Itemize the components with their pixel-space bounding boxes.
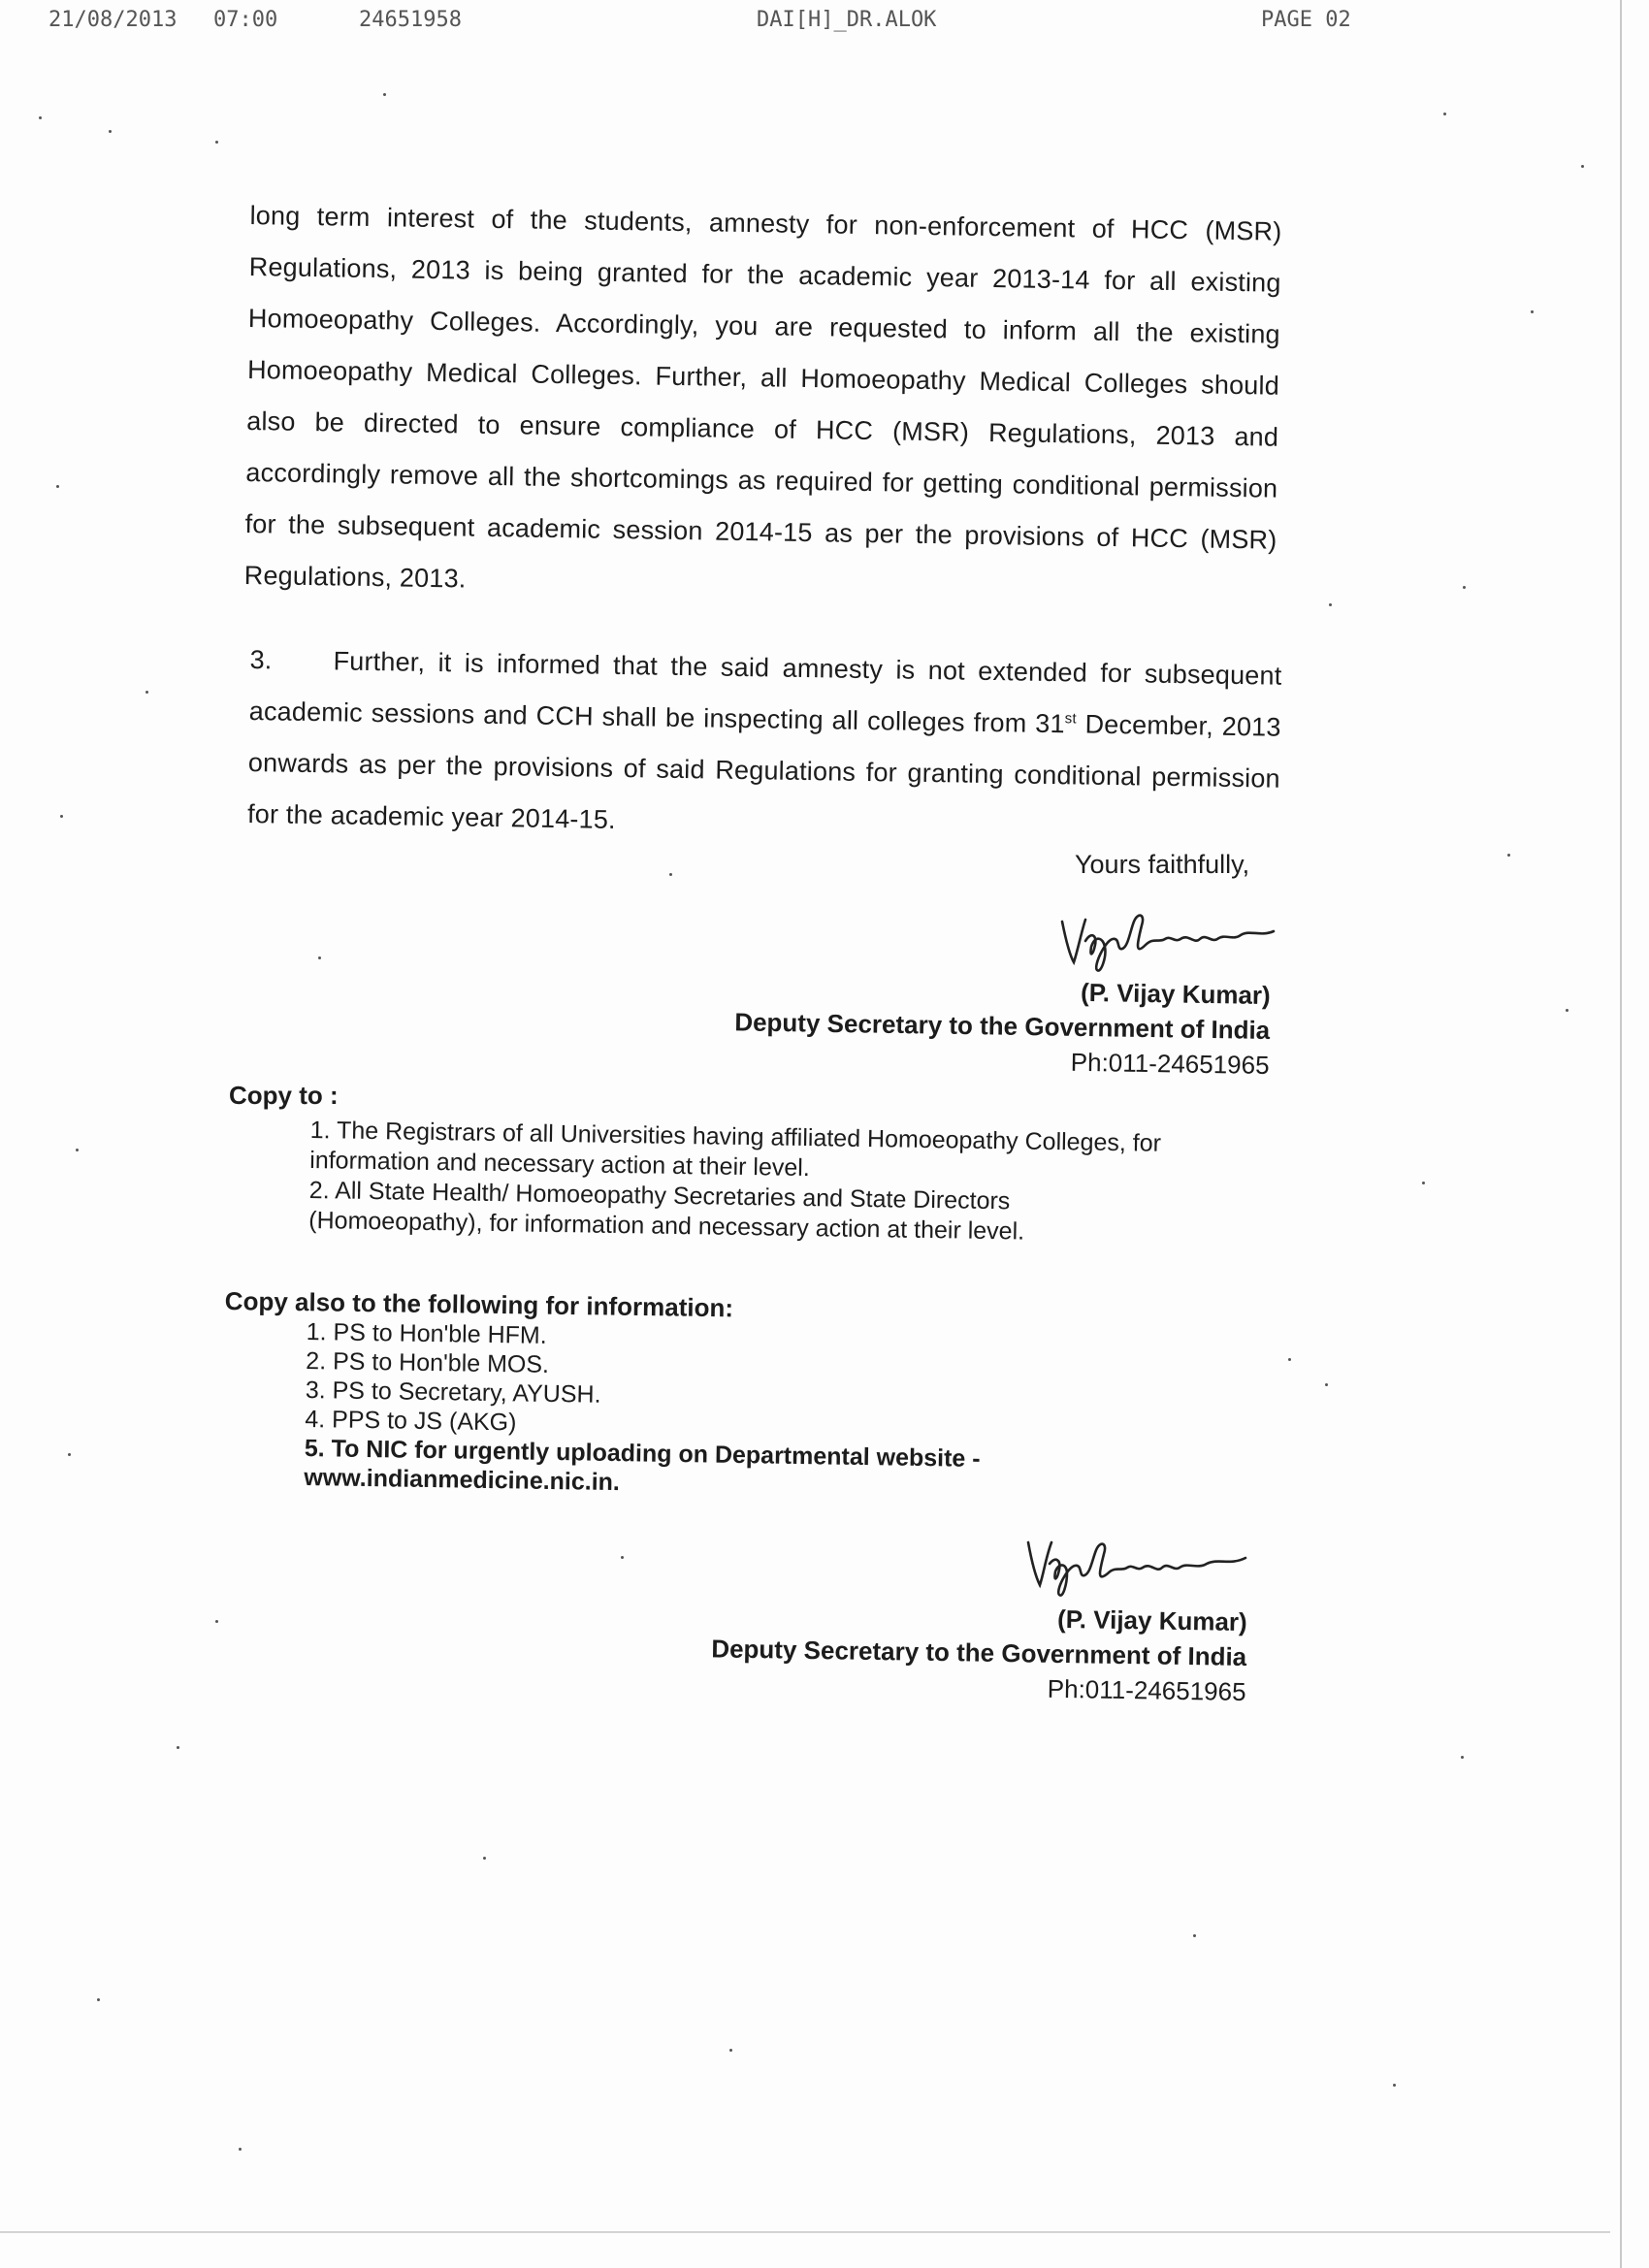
scan-speck (97, 1998, 100, 2001)
signatory-phone: Ph:011-24651965 (1047, 1673, 1246, 1706)
scan-speck (1531, 310, 1534, 313)
scan-speck (669, 873, 672, 876)
scan-speck (215, 141, 218, 144)
scan-speck (1422, 1182, 1425, 1184)
scan-speck (60, 815, 63, 818)
signatory-designation: Deputy Secretary to the Government of India (711, 1634, 1247, 1671)
paragraph-number: 3. (249, 644, 273, 675)
scan-speck (39, 116, 42, 119)
fax-date: 21/08/2013 (48, 8, 178, 32)
scan-speck (1325, 1383, 1328, 1386)
copy-also-item: 3. PS to Secretary, AYUSH. (305, 1376, 601, 1409)
copy-to-item: 1. The Registrars of all Universities having affiliated Homoeopathy Colleges, for information and necessary action at their level. (309, 1116, 1162, 1183)
scan-speck (318, 956, 321, 959)
signatory-phone: Ph:011-24651965 (1070, 1047, 1270, 1080)
copy-also-item: 1. PS to Hon'ble HFM. (306, 1317, 547, 1349)
scan-speck (1288, 1358, 1291, 1361)
scan-speck (76, 1149, 79, 1151)
signatory-designation: Deputy Secretary to the Government of India (734, 1007, 1271, 1045)
copy-also-heading: Copy also to the following for information: (224, 1286, 734, 1323)
paragraph-text-part2: December, 2013 onwards as per the provisions of said Regulations for granting conditional permission for the academic year 2014-15. (246, 709, 1281, 834)
scan-speck (1329, 603, 1332, 606)
scan-speck (215, 1620, 218, 1623)
scan-speck (109, 130, 112, 133)
scan-speck (1443, 113, 1446, 115)
scan-speck (239, 2148, 242, 2151)
copy-also-item: 5. To NIC for urgently uploading on Departmental website - (304, 1434, 981, 1473)
scan-speck (1461, 1756, 1464, 1759)
body-paragraph-3 (247, 634, 1282, 857)
scan-edge-bottom (0, 2231, 1610, 2233)
copy-to-item: 2. All State Health/ Homoeopathy Secretaries and State Directors (Homoeopathy), for information and necessary action at their level. (308, 1176, 1025, 1246)
fax-time: 07:00 (213, 8, 278, 32)
scan-edge-right (1620, 0, 1622, 2268)
copy-also-item: 4. PPS to JS (AKG) (305, 1405, 517, 1437)
website-address: www.indianmedicine.nic.in. (304, 1463, 621, 1497)
fax-page-number: PAGE 02 (1261, 8, 1351, 32)
body-paragraph-1: long term interest of the students, amnesty for non-enforcement of HCC (MSR) Regulations, 2013 is being granted for the academic year 2013-14 for all existing Homoeopathy Colleges. Accordingly, you are requested to inform all the existing Homoeopathy Medical Colleges. Further, all Homoeopathy Medical Colleges should also be directed to ensure compliance of HCC (MSR) Regulations, 2013 and accordingly remove all the shortcomings as required for getting conditional permission for the subsequent academic session 2014-15 as per the provisions of HCC (MSR) Regulations, 2013. (243, 200, 1282, 594)
signatory-name: (P. Vijay Kumar) (1080, 977, 1271, 1010)
scan-speck (56, 485, 59, 488)
fax-sender: DAI[H]_DR.ALOK (757, 8, 937, 32)
copy-also-list (304, 1317, 1180, 1506)
signatory-name: (P. Vijay Kumar) (1056, 1604, 1247, 1636)
copy-to-heading: Copy to : (229, 1081, 339, 1110)
scan-speck (383, 93, 386, 96)
fax-header (48, 8, 1387, 35)
copy-also-item: 2. PS to Hon'ble MOS. (306, 1346, 550, 1378)
scan-speck (1507, 854, 1510, 857)
closing-salutation: Yours faithfully, (1075, 850, 1250, 879)
fax-number: 24651958 (359, 8, 462, 32)
copy-to-list (308, 1116, 1183, 1249)
scan-speck (177, 1746, 179, 1749)
scan-speck (1393, 2084, 1396, 2087)
scan-speck (621, 1556, 624, 1559)
scan-speck (1193, 1934, 1196, 1937)
signature-block (590, 967, 1271, 1083)
scan-speck (483, 1857, 486, 1860)
ordinal-suffix: st (1064, 710, 1077, 728)
signature-block (566, 1594, 1247, 1709)
scan-speck (1566, 1009, 1568, 1012)
scan-speck (1463, 586, 1466, 589)
scan-speck (1581, 165, 1584, 168)
scan-speck (68, 1453, 71, 1456)
paragraph-text-part1: Further, it is informed that the said amnesty is not extended for subsequent academic sessions and CCH shall be inspecting all colleges from 31 (248, 646, 1282, 739)
handwritten-signature (1052, 902, 1305, 980)
scan-speck (729, 2049, 732, 2052)
scan-speck (146, 691, 148, 694)
